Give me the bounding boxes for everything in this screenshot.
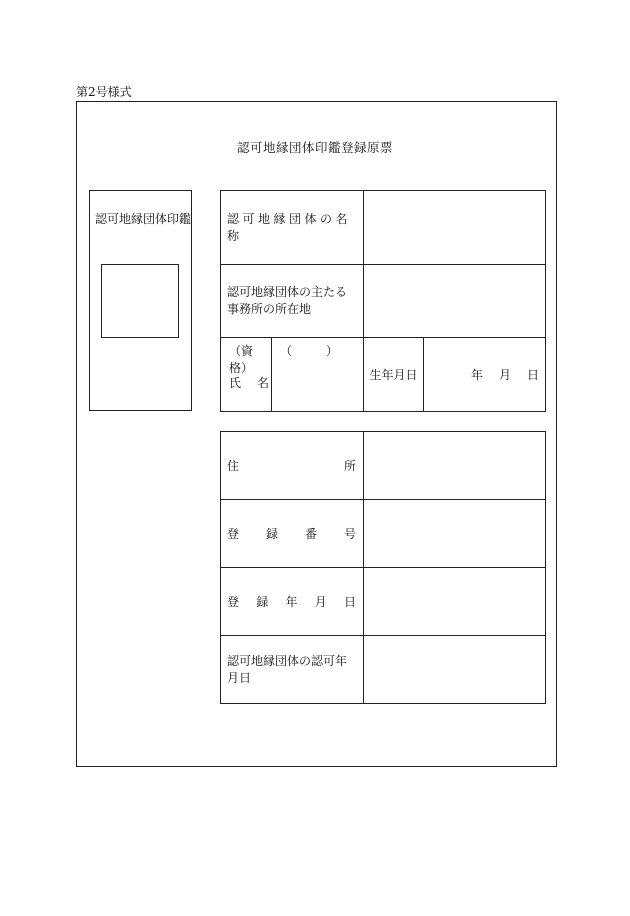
org-name-label-cell	[221, 191, 364, 265]
reg-date-char-2: 録	[256, 595, 269, 609]
org-name-label: 認可地縁団体の名称	[227, 211, 352, 243]
address-label-part-2: 所	[343, 459, 356, 473]
qualification-paren-close: ）	[325, 344, 338, 358]
reg-date-char-4: 月	[314, 595, 327, 609]
dob-label-cell	[364, 338, 424, 412]
reg-number-char-2: 録	[265, 527, 278, 541]
address-input[interactable]	[364, 432, 546, 500]
approval-date-input[interactable]	[364, 636, 546, 704]
reg-date-label-cell	[221, 568, 364, 636]
registration-info-table	[220, 431, 546, 704]
seal-label: 認可地縁団体印鑑	[95, 212, 192, 226]
dob-year-label: 年	[470, 368, 483, 382]
dob-input[interactable]	[424, 338, 546, 412]
form-number: 第2号様式	[76, 85, 132, 99]
organization-info-table	[220, 190, 546, 412]
representative-name-input[interactable]	[272, 338, 364, 412]
office-address-input[interactable]	[364, 265, 546, 338]
name-label-part-1: 氏	[229, 376, 242, 390]
address-label-cell	[221, 432, 364, 500]
approval-date-label: 認可地縁団体の認可年月日	[227, 653, 348, 685]
reg-number-char-3: 番	[304, 527, 317, 541]
representative-label-cell	[221, 338, 272, 412]
form-title: 認可地縁団体印鑑登録原票	[236, 140, 393, 155]
reg-date-char-5: 日	[343, 595, 356, 609]
office-address-label: 認可地縁団体の主たる事務所の所在地	[227, 285, 348, 316]
name-label-part-2: 名	[256, 376, 269, 390]
reg-number-char-1: 登	[227, 527, 240, 541]
reg-number-char-4: 号	[343, 527, 356, 541]
reg-date-char-3: 年	[285, 595, 298, 609]
qualification-label: （資格）	[229, 344, 254, 375]
dob-month-label: 月	[498, 368, 511, 382]
reg-number-label-cell	[221, 500, 364, 568]
address-label-part-1: 住	[227, 459, 240, 473]
dob-label: 生年月日	[369, 368, 418, 382]
reg-date-input[interactable]	[364, 568, 546, 636]
qualification-paren-open: （	[280, 344, 293, 358]
office-label-cell	[221, 265, 364, 338]
seal-impression-area[interactable]	[101, 264, 179, 338]
reg-number-input[interactable]	[364, 500, 546, 568]
reg-date-char-1: 登	[227, 595, 240, 609]
approval-date-label-cell	[221, 636, 364, 704]
dob-day-label: 日	[527, 368, 540, 382]
org-name-input[interactable]	[364, 191, 546, 265]
